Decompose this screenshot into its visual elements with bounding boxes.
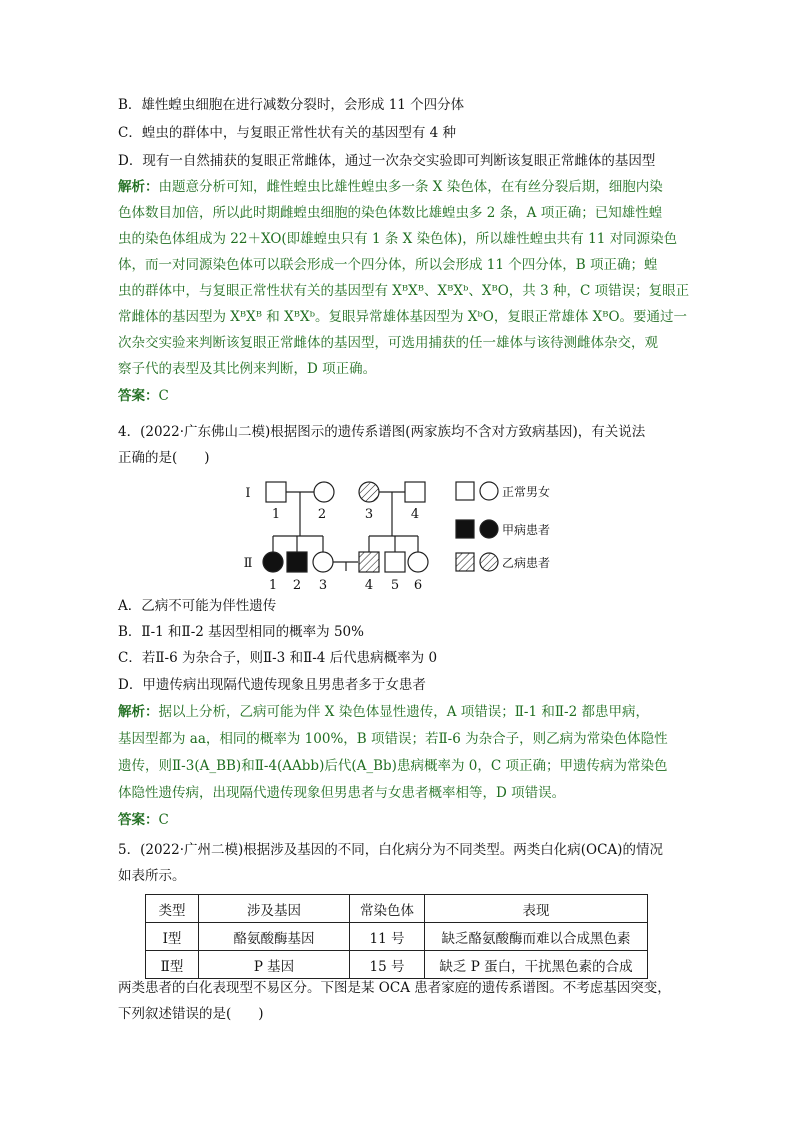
q4-stem-line-1: 4．(2022·广东佛山二模)根据图示的遗传系谱图(两家族均不含对方致病基因)，有关说法 xyxy=(118,424,646,440)
q3-analysis-label: 解析： xyxy=(118,179,159,195)
gen2-1-disease-a-female xyxy=(263,552,283,572)
gen2-4-disease-b-male xyxy=(359,552,379,572)
q4-analysis-line-2: 基因型都为 aa，相同的概率为 100%，B 项错误；若Ⅱ-6 为杂合子，则乙病为常染色体隐性 xyxy=(118,731,668,747)
q5-stem-line-1: 5．(2022·广州二模)根据涉及基因的不同，白化病分为不同类型。两类白化病(OCA)的情况 xyxy=(118,842,663,858)
q3-analysis-line-3: 虫的染色体组成为 22＋XO(即雄蝗虫只有 1 条 X 染色体)，所以雄性蝗虫共有 11 对同源染色 xyxy=(118,231,678,247)
gen2-num: 4 xyxy=(364,578,374,592)
q3-option-c: C．蝗虫的群体中，与复眼正常性状有关的基因型有 4 种 xyxy=(118,125,457,141)
gen1-2-normal-female xyxy=(314,482,334,502)
table-cell: 11 号 xyxy=(350,923,425,951)
gen1-3-disease-b-female xyxy=(359,482,379,502)
table-header: 常染色体 xyxy=(350,895,425,923)
q4-analysis-line-4: 体隐性遗传病，出现隔代遗传现象但男患者与女患者概率相等，D 项错误。 xyxy=(118,785,566,801)
gen2-num: 5 xyxy=(390,578,400,592)
oca-table xyxy=(145,894,648,979)
q5-after-line-1: 两类患者的白化表现型不易区分。下图是某 OCA 患者家庭的遗传系谱图。不考虑基因突变， xyxy=(118,980,671,996)
gen2-num: 6 xyxy=(413,578,423,592)
gen2-3-normal-female xyxy=(313,552,333,572)
gen1-num: 2 xyxy=(317,507,327,522)
generation-2-label: Ⅱ xyxy=(243,556,253,571)
gen2-num: 2 xyxy=(292,578,302,592)
q4-analysis-label: 解析： xyxy=(118,704,159,720)
gen1-num: 1 xyxy=(271,507,281,522)
q3-analysis-line-1: 解析：由题意分析可知，雌性蝗虫比雄性蝗虫多一条 X 染色体，在有丝分裂后期，细胞内染 xyxy=(118,179,663,195)
table-cell: Ⅱ型 xyxy=(146,951,199,979)
q4-option-c: C．若Ⅱ-6 为杂合子，则Ⅱ-3 和Ⅱ-4 后代患病概率为 0 xyxy=(118,650,438,666)
legend-disease-b-female-icon xyxy=(480,553,498,571)
table-cell: 缺乏酪氨酸酶而难以合成黑色素 xyxy=(425,923,648,951)
q5-stem-line-2: 如表所示。 xyxy=(118,868,186,884)
q4-option-a: A．乙病不可能为伴性遗传 xyxy=(118,598,277,614)
table-cell: 15 号 xyxy=(350,951,425,979)
q4-answer: 答案：C xyxy=(118,812,169,828)
gen1-num: 3 xyxy=(364,507,374,522)
legend-disease-a-female-icon xyxy=(480,520,498,538)
legend-normal-female-icon xyxy=(480,482,498,500)
q5-after-line-2: 下列叙述错误的是( ) xyxy=(118,1006,264,1022)
q4-option-b: B．Ⅱ-1 和Ⅱ-2 基因型相同的概率为 50% xyxy=(118,624,364,640)
gen2-num: 1 xyxy=(268,578,278,592)
q4-analysis-line-1: 解析：据以上分析，乙病可能为伴 X 染色体显性遗传，A 项错误；Ⅱ-1 和Ⅱ-2 都患甲病， xyxy=(118,704,649,720)
table-cell: P 基因 xyxy=(199,951,350,979)
legend-disease-b-male-icon xyxy=(456,553,474,571)
gen2-6-normal-female xyxy=(408,552,428,572)
gen2-num: 3 xyxy=(318,578,328,592)
q4-stem-line-2: 正确的是( ) xyxy=(118,450,210,466)
q3-answer: 答案：C xyxy=(118,388,169,404)
pedigree-diagram xyxy=(230,474,570,592)
q4-analysis-line-3: 遗传，则Ⅱ-3(A_BB)和Ⅱ-4(AAbb)后代(A_Bb)患病概率为 0，C 项正确；甲遗传病为常染色 xyxy=(118,758,668,774)
gen2-5-normal-male xyxy=(385,552,405,572)
q3-analysis-line-8: 察子代的表型及其比例来判断，D 项正确。 xyxy=(118,361,377,377)
legend-normal-label: 正常男女 xyxy=(502,485,551,499)
gen1-num: 4 xyxy=(410,507,420,522)
generation-1-label: Ⅰ xyxy=(245,486,251,501)
gen2-2-disease-a-male xyxy=(287,552,307,572)
legend-disease-b-label: 乙病患者 xyxy=(502,556,551,570)
table-header: 类型 xyxy=(146,895,199,923)
table-cell: 缺乏 P 蛋白，干扰黑色素的合成 xyxy=(425,951,648,979)
gen1-1-normal-male xyxy=(266,482,286,502)
legend-disease-a-label: 甲病患者 xyxy=(502,523,551,537)
q3-analysis-line-7: 次杂交实验来判断该复眼正常雌体的基因型，可选用捕获的任一雄体与该待测雌体杂交，观 xyxy=(118,335,658,351)
gen1-4-normal-male xyxy=(405,482,425,502)
q3-analysis-line-2: 色体数目加倍，所以此时期雌蝗虫细胞的染色体数比雄蝗虫多 2 条，A 项正确；已知雄性蝗 xyxy=(118,205,663,221)
legend-disease-a-male-icon xyxy=(456,520,474,538)
table-cell: Ⅰ型 xyxy=(146,923,199,951)
q3-option-b: B．雄性蝗虫细胞在进行减数分裂时，会形成 11 个四分体 xyxy=(118,97,465,113)
q3-option-d: D．现有一自然捕获的复眼正常雌体，通过一次杂交实验即可判断该复眼正常雌体的基因型 xyxy=(118,153,656,169)
q3-analysis-line-4: 体，而一对同源染色体可以联会形成一个四分体，所以会形成 11 个四分体，B 项正确；蝗 xyxy=(118,257,658,273)
q3-analysis-line-5: 虫的群体中，与复眼正常性状有关的基因型有 XᴮXᴮ、XᴮXᵇ、XᴮO，共 3 种，C 项错误；复眼正 xyxy=(118,283,690,299)
table-cell: 酪氨酸酶基因 xyxy=(199,923,350,951)
table-header-row xyxy=(146,895,648,923)
q4-option-d: D．甲遗传病出现隔代遗传现象且男患者多于女患者 xyxy=(118,677,426,693)
table-row xyxy=(146,923,648,951)
table-header: 表现 xyxy=(425,895,648,923)
q3-analysis-line-6: 常雌体的基因型为 XᴮXᴮ 和 XᴮXᵇ。复眼异常雄体基因型为 XᵇO，复眼正常雄体 XᴮO。要通过一 xyxy=(118,309,688,325)
legend-normal-male-icon xyxy=(456,482,474,500)
table-row xyxy=(146,951,648,979)
table-header: 涉及基因 xyxy=(199,895,350,923)
